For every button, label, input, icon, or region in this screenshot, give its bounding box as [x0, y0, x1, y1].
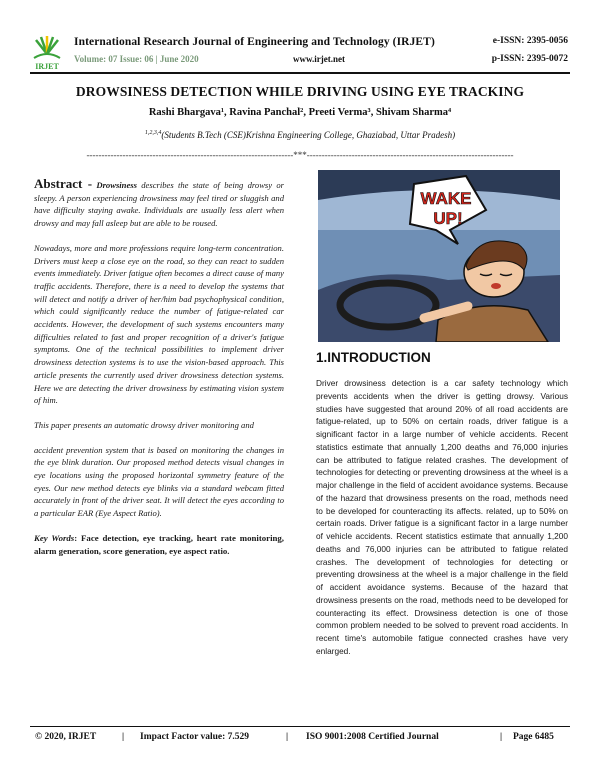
footer-impact-factor: Impact Factor value: 7.529	[140, 732, 250, 742]
footer-divider	[30, 726, 570, 727]
abstract-paragraph-1	[34, 178, 284, 230]
drowsy-driver-illustration	[318, 170, 560, 342]
abstract-paragraph-2: Nowadays, more and more professions require long-term concentration. Drivers must keep a close eye on the road, so they can react to sudden events immediately. Driver fatigue often becomes a direct cause of many traffic accidents. Therefore, there is a need to develop the systems that will detect and notify a driver of her/him bad psychophysical condition, which could significantly reduce the number of fatigue-related car accidents. However, the development of such systems encounters many difficulties related to fast and proper recognition of a driver's fatigue symptoms. One of the technical possibilities to implement driver drowsiness detection systems is to use the vision-based approach. This article presents the currently used driver drowsiness detection systems. Here we are detecting the driver drowsiness by estimating vision system of him.	[34, 242, 284, 406]
introduction-heading: 1.INTRODUCTION	[316, 350, 431, 365]
keywords-label: Key Words	[34, 532, 75, 543]
irjet-logo	[30, 34, 64, 72]
e-issn: e-ISSN: 2395-0056	[492, 36, 568, 46]
page-footer	[30, 730, 570, 748]
cartoon-image	[318, 170, 560, 342]
abstract-p1-text: describes the state of being drowsy or sleepy. A person experiencing drowsiness may feel tired or sluggish and have difficulty staying awake. Individuals are usually less alert when drowsy and may fall asleep but are able to be roused.	[34, 180, 284, 229]
abstract-lead-word: Drowsiness	[96, 180, 137, 190]
footer-iso: ISO 9001:2008 Certified Journal	[306, 732, 439, 742]
p-issn: p-ISSN: 2395-0072	[491, 54, 568, 64]
footer-separator: |	[122, 732, 125, 742]
journal-title: International Research Journal of Engineering and Technology (IRJET)	[74, 36, 435, 48]
abstract-paragraph-3: This paper presents an automatic drowsy driver monitoring and	[34, 419, 254, 430]
paper-title: DROWSINESS DETECTION WHILE DRIVING USING EYE TRACKING	[75, 84, 525, 99]
affiliation-superscript: 1,2,3,4	[144, 130, 162, 136]
journal-header	[30, 34, 570, 74]
keywords-text: : Face detection, eye tracking, heart rate monitoring, alarm generation, score generation, eye aspect ratio.	[34, 532, 284, 556]
paper-affiliation	[30, 130, 570, 140]
abstract-paragraph-4: accident prevention system that is based on monitoring the changes in the eye blink duration. Our proposed method detects visual changes in eye locations using the proposed horizontal symmetry feature of the eyes. Our new method detects eye blinks via a standard webcam fitted accurately in front of the driver seat. It will detect the eyes according to a particular EAR (Eye Aspect Ratio).	[34, 444, 284, 519]
affiliation-text: (Students B.Tech (CSE)Krishna Engineering College, Ghaziabad, Uttar Pradesh)	[161, 130, 456, 140]
volume-issue: Volume: 07 Issue: 06 | June 2020	[74, 54, 199, 64]
footer-page-number: Page 6485	[513, 732, 554, 742]
header-divider	[30, 72, 570, 74]
logo-text: IRJET	[35, 62, 59, 71]
journal-website: www.irjet.net	[293, 54, 345, 64]
abstract-column	[34, 178, 284, 569]
paper-authors: Rashi Bhargava¹, Ravina Panchal², Preeti Verma³, Shivam Sharma⁴	[148, 107, 452, 118]
keywords	[34, 532, 284, 557]
bubble-text-wake: WAKE	[420, 189, 472, 208]
abstract-heading: Abstract -	[34, 176, 93, 191]
section-separator: ---------------------------------------------------------------------***---------------------------------------------------------------------	[86, 150, 514, 160]
footer-separator: |	[286, 732, 289, 742]
irjet-logo-icon	[30, 34, 64, 72]
footer-copyright: © 2020, IRJET	[35, 732, 97, 742]
introduction-body: Driver drowsiness detection is a car safety technology which prevents accidents when the driver is getting drowsy. Various studies have suggested that around 20% of all road accidents are fatigue-related, up to 50% on certain roads, driver fatigue is a significant factor in a large number of vehicle accidents. Recent statistics estimate that annually 1,200 deaths and 76,000 injuries can be attributed to fatigue related crashes. The development of technologies for detecting or preventing drowsiness at the wheel is a major challenge in the field of accident avoidance systems. Because of the hazard that drowsiness presents on the road, methods need to be developed for counteracting its affects. related, up to 50% on certain roads. Driver fatigue is a significant factor in a large number of vehicle accidents. Recent statistics estimate that annually 1,200 deaths and 76,000 injuries can be attributed to fatigue related crashes. The development of technologies for detecting or preventing drowsiness at the wheel is a major challenge in the field of accident avoidance systems. Because of the hazard that drowsiness presents on the road, methods need to be developed for counteracting its effect. Drowsiness detection is one of those common problem needed to be solved to prevent road accidents. In recent time's automobile fatigue connected crashes have very enlarged.	[316, 378, 568, 656]
bubble-text-up: UP!	[433, 209, 463, 228]
footer-separator: |	[500, 732, 503, 742]
